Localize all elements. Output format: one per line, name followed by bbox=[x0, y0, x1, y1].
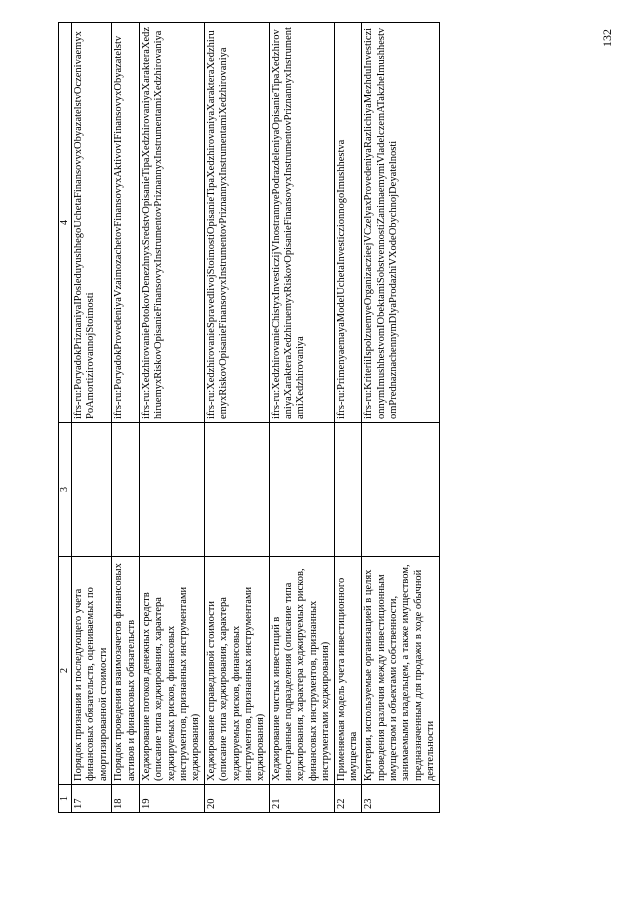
row-number: 22 bbox=[334, 785, 362, 813]
table-row bbox=[72, 23, 112, 813]
row-taxonomy-code: ifrs-ru:XedzhirovaniePotokovDenezhnyxSredstvOpisanieTipaXedzhirovaniyaXarakteraXedzhiruemyxRiskovOpisanieFinansovyxInstrumentovPriznannyxInstrumentamiXedzhirovaniya bbox=[139, 23, 204, 423]
row-taxonomy-code: ifrs-ru:PoryadokPriznaniyaIPosleduyushhegoUchetaFinansovyxObyazatelstvOczenivaemyxPoAmortizirovannojStoimosti bbox=[72, 23, 112, 423]
row-column-3 bbox=[269, 423, 334, 557]
row-description: Хеджирование чистых инвестиций в иностранные подразделения (описание типа хеджирования, характера хеджируемых рисков, финансовых инструментов, признанных инструментами хеджирования) bbox=[269, 557, 334, 785]
header-col-3: 3 bbox=[59, 423, 72, 557]
row-column-3 bbox=[139, 423, 204, 557]
row-taxonomy-code: ifrs-ru:KriteriiIspolzuemyeOrganizaczieejVCzelyaxProvedeniyaRazlichiyaMezhduInvesticzionnymImushhestvomIObektamiSobstvennostiZanimaemymiVladelczemATakzheImushhestvomPrednaznachennymDlyaProdazhiVXodeObychnojDeyatelnosti bbox=[362, 23, 439, 423]
row-number: 23 bbox=[362, 785, 439, 813]
ifrs-taxonomy-table bbox=[58, 22, 440, 813]
row-taxonomy-code: ifrs-ru:PoryadokProvedeniyaVzaimozachetovFinansovyxAktivovIFinansovyxObyazatelstv bbox=[112, 23, 140, 423]
row-description: Применяемая модель учета инвестиционного имущества bbox=[334, 557, 362, 785]
row-description: Хеджирование потоков денежных средств (описание типа хеджирования, характера хеджируемых рисков, финансовых инструментов, признанных инструментами хеджирования) bbox=[139, 557, 204, 785]
table-header-row bbox=[59, 23, 72, 813]
row-number: 20 bbox=[204, 785, 269, 813]
row-column-3 bbox=[204, 423, 269, 557]
row-taxonomy-code: ifrs-ru:XedzhirovanieSpravedlivojStoimostiOpisanieTipaXedzhirovaniyaXarakteraXedzhiruemyxRiskovOpisanieFinansovyxInstrumentovPriznannyxInstrumentamiXedzhirovaniya bbox=[204, 23, 269, 423]
table-row bbox=[204, 23, 269, 813]
table-row bbox=[139, 23, 204, 813]
row-column-3 bbox=[112, 423, 140, 557]
page-number: 132 bbox=[600, 29, 614, 47]
table-row bbox=[269, 23, 334, 813]
row-description: Порядок проведения взаимозачетов финансовых активов и финансовых обязательств bbox=[112, 557, 140, 785]
header-col-1: 1 bbox=[59, 785, 72, 813]
row-number: 19 bbox=[139, 785, 204, 813]
row-column-3 bbox=[334, 423, 362, 557]
header-col-4: 4 bbox=[59, 23, 72, 423]
row-description: Хеджирование справедливой стоимости (описание типа хеджирования, характера хеджируемых рисков, финансовых инструментов, признанных инструментами хеджирования) bbox=[204, 557, 269, 785]
row-number: 21 bbox=[269, 785, 334, 813]
row-description: Порядок признания и последующего учета финансовых обязательств, оцениваемых по амортизированной стоимости bbox=[72, 557, 112, 785]
table-row bbox=[362, 23, 439, 813]
table-row bbox=[334, 23, 362, 813]
row-number: 17 bbox=[72, 785, 112, 813]
table-row bbox=[112, 23, 140, 813]
row-taxonomy-code: ifrs-ru:PrimenyaemayaModelUchetaInvesticzionnogoImushhestva bbox=[334, 23, 362, 423]
row-description: Критерии, используемые организацией в целях проведения различия между инвестиционным имуществом и объектами собственности, занимаемыми владельцем, а также имуществом, предназначенным для продажи в ходе обычной деятельности bbox=[362, 557, 439, 785]
row-taxonomy-code: ifrs-ru:XedzhirovanieChistyxInvesticzijVInostrannyePodrazdeleniyaOpisanieTipaXedzhirovaniyaXarakteraXedzhiruemyxRiskovOpisanieFinansovyxInstrumentovPriznannyxInstrumentamiXedzhirovaniya bbox=[269, 23, 334, 423]
row-column-3 bbox=[72, 423, 112, 557]
header-col-2: 2 bbox=[59, 557, 72, 785]
row-column-3 bbox=[362, 423, 439, 557]
row-number: 18 bbox=[112, 785, 140, 813]
